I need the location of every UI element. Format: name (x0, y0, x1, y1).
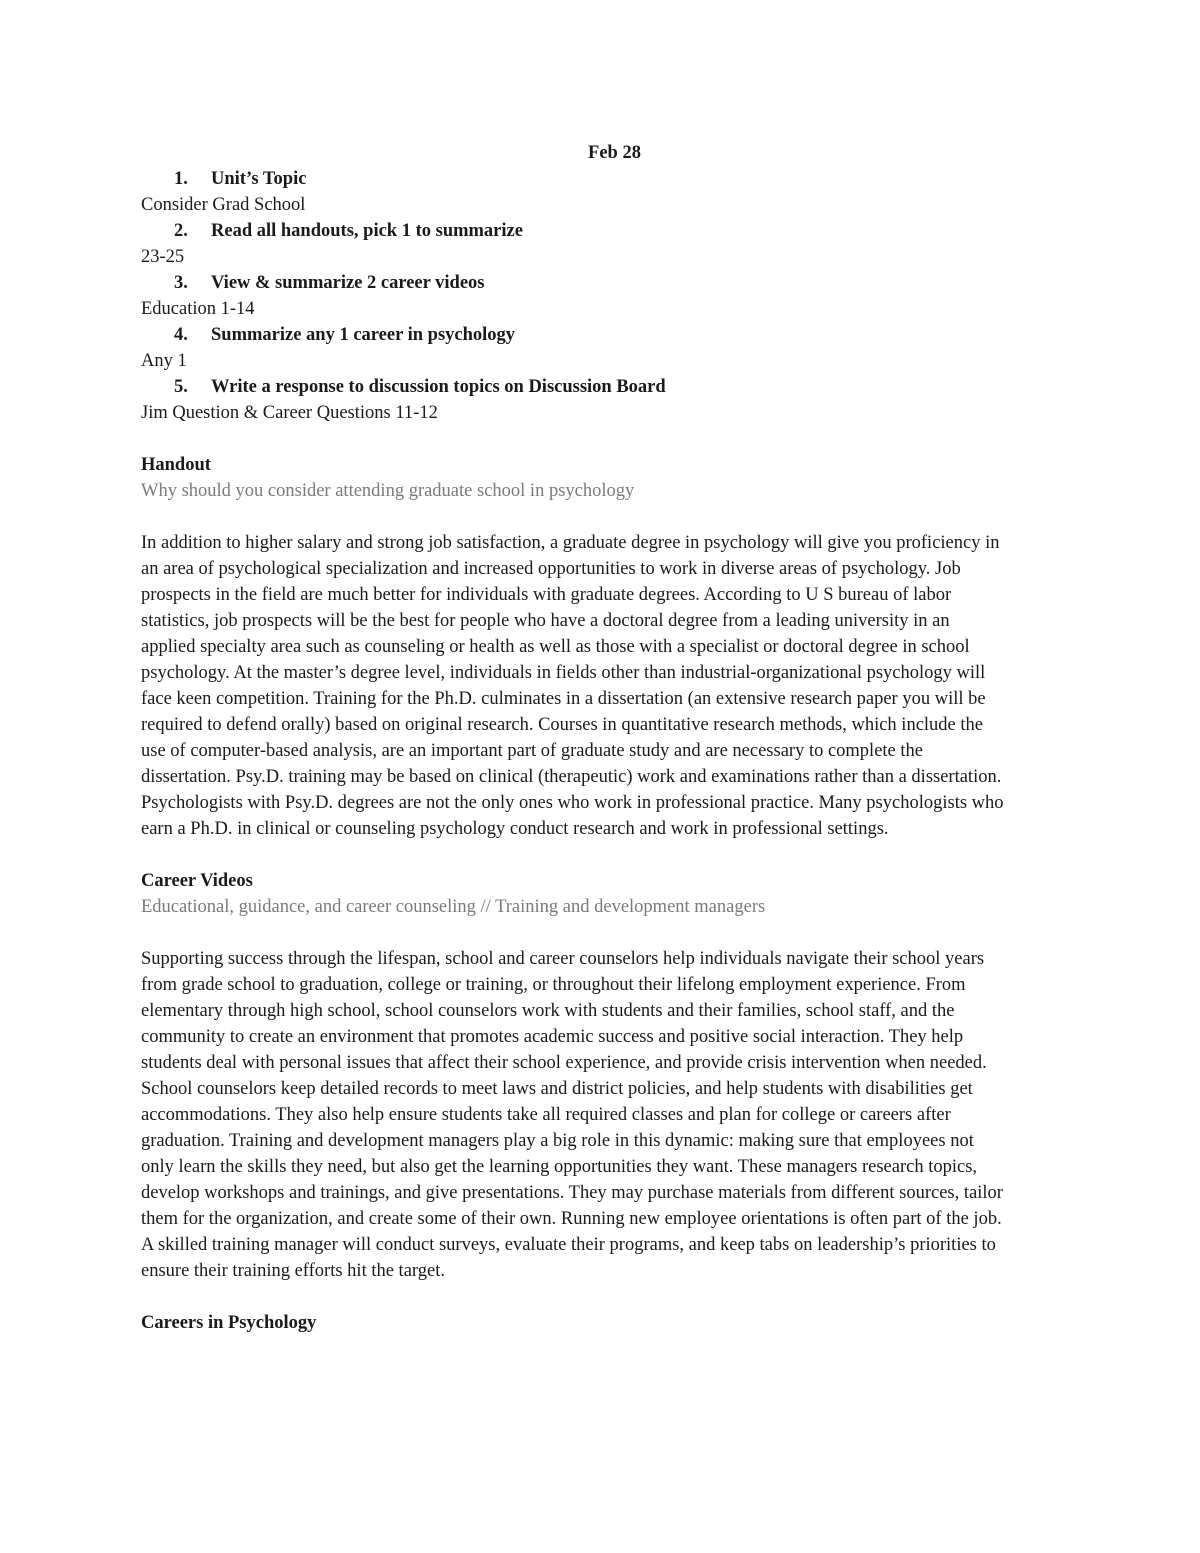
paragraph-line: face keen competition. Training for the Ph.D. culminates in a dissertation (an extensive research paper you will be (141, 689, 986, 709)
task-answer: Consider Grad School (141, 195, 306, 215)
paragraph-line: required to defend orally) based on original research. Courses in quantitative research methods, which include the (141, 715, 983, 735)
paragraph-line: School counselors keep detailed records to meet laws and district policies, and help students with disabilities get (141, 1079, 973, 1099)
career-videos-section (141, 868, 1066, 1284)
task-answer: Education 1-14 (141, 299, 255, 319)
career-videos-paragraph (141, 946, 1066, 1284)
paragraph-line: A skilled training manager will conduct surveys, evaluate their programs, and keep tabs on leadership’s priorities to (141, 1235, 996, 1255)
paragraph-line: dissertation. Psy.D. training may be based on clinical (therapeutic) work and examinations rather than a dissertation. (141, 767, 1002, 787)
career-videos-heading: Career Videos (141, 871, 253, 891)
task-number: 4. (174, 325, 188, 345)
paragraph-line: statistics, job prospects will be the best for people who have a doctoral degree from a leading university in an (141, 611, 950, 631)
paragraph-line: elementary through high school, school counselors work with students and their families, school staff, and the (141, 1001, 955, 1021)
paragraph-line: Psychologists with Psy.D. degrees are not the only ones who work in professional practice. Many psychologists who (141, 793, 1004, 813)
paragraph-line: prospects in the field are much better for individuals with graduate degrees. According to U S bureau of labor (141, 585, 952, 605)
paragraph-line: only learn the skills they need, but also get the learning opportunities they want. These managers research topics, (141, 1157, 978, 1177)
handout-heading: Handout (141, 455, 211, 475)
paragraph-line: use of computer-based analysis, are an important part of graduate study and are necessary to complete the (141, 741, 923, 761)
paragraph-line: them for the organization, and create some of their own. Running new employee orientations is often part of the job. (141, 1209, 1002, 1229)
task-list (141, 166, 1066, 426)
handout-paragraph (141, 530, 1066, 842)
career-videos-subtitle: Educational, guidance, and career counseling // Training and development managers (141, 897, 766, 917)
paragraph-line: from grade school to graduation, college or training, or throughout their lifelong employment experience. From (141, 975, 966, 995)
paragraph-line: develop workshops and trainings, and give presentations. They may purchase materials from different sources, tailor (141, 1183, 1003, 1203)
paragraph-line: ensure their training efforts hit the target. (141, 1261, 445, 1281)
spacer (141, 426, 1066, 452)
task-item-1 (141, 166, 1066, 192)
paragraph-line: an area of psychological specialization and increased opportunities to work in diverse areas of psychology. Job (141, 559, 961, 579)
paragraph-line: earn a Ph.D. in clinical or counseling psychology conduct research and work in professional settings. (141, 819, 889, 839)
document-page (141, 140, 1066, 1336)
task-label: View & summarize 2 career videos (211, 273, 485, 293)
paragraph-line: accommodations. They also help ensure students take all required classes and plan for college or careers after (141, 1105, 951, 1125)
task-answer: Any 1 (141, 351, 187, 371)
paragraph-line: community to create an environment that promotes academic success and positive social interaction. They help (141, 1027, 964, 1047)
document-date: Feb 28 (588, 143, 641, 163)
spacer (141, 842, 1066, 868)
task-answer: 23-25 (141, 247, 185, 267)
paragraph-line: Supporting success through the lifespan, school and career counselors help individuals navigate their school years (141, 949, 985, 969)
spacer (141, 920, 1066, 946)
task-item-4 (141, 322, 1066, 348)
paragraph-line: In addition to higher salary and strong job satisfaction, a graduate degree in psychology will give you proficiency in (141, 533, 1000, 553)
careers-in-psychology-heading: Careers in Psychology (141, 1313, 317, 1333)
task-item-2 (141, 218, 1066, 244)
paragraph-line: psychology. At the master’s degree level, individuals in fields other than industrial-organizational psychology will (141, 663, 986, 683)
spacer (141, 504, 1066, 530)
task-label: Unit’s Topic (211, 169, 307, 189)
task-answer: Jim Question & Career Questions 11-12 (141, 403, 438, 423)
task-item-5 (141, 374, 1066, 400)
task-label: Write a response to discussion topics on Discussion Board (211, 377, 666, 397)
task-number: 5. (174, 377, 188, 397)
task-number: 3. (174, 273, 188, 293)
paragraph-line: students deal with personal issues that affect their school experience, and provide crisis intervention when needed. (141, 1053, 987, 1073)
task-label: Summarize any 1 career in psychology (211, 325, 516, 345)
paragraph-line: graduation. Training and development managers play a big role in this dynamic: making sure that employees not (141, 1131, 974, 1151)
spacer (141, 1284, 1066, 1310)
task-label: Read all handouts, pick 1 to summarize (211, 221, 523, 241)
task-number: 1. (174, 169, 188, 189)
task-number: 2. (174, 221, 188, 241)
handout-subtitle: Why should you consider attending graduate school in psychology (141, 481, 635, 501)
handout-section (141, 452, 1066, 842)
paragraph-line: applied specialty area such as counseling or health as well as those with a specialist or doctoral degree in school (141, 637, 970, 657)
careers-in-psychology-section (141, 1310, 1066, 1336)
task-item-3 (141, 270, 1066, 296)
